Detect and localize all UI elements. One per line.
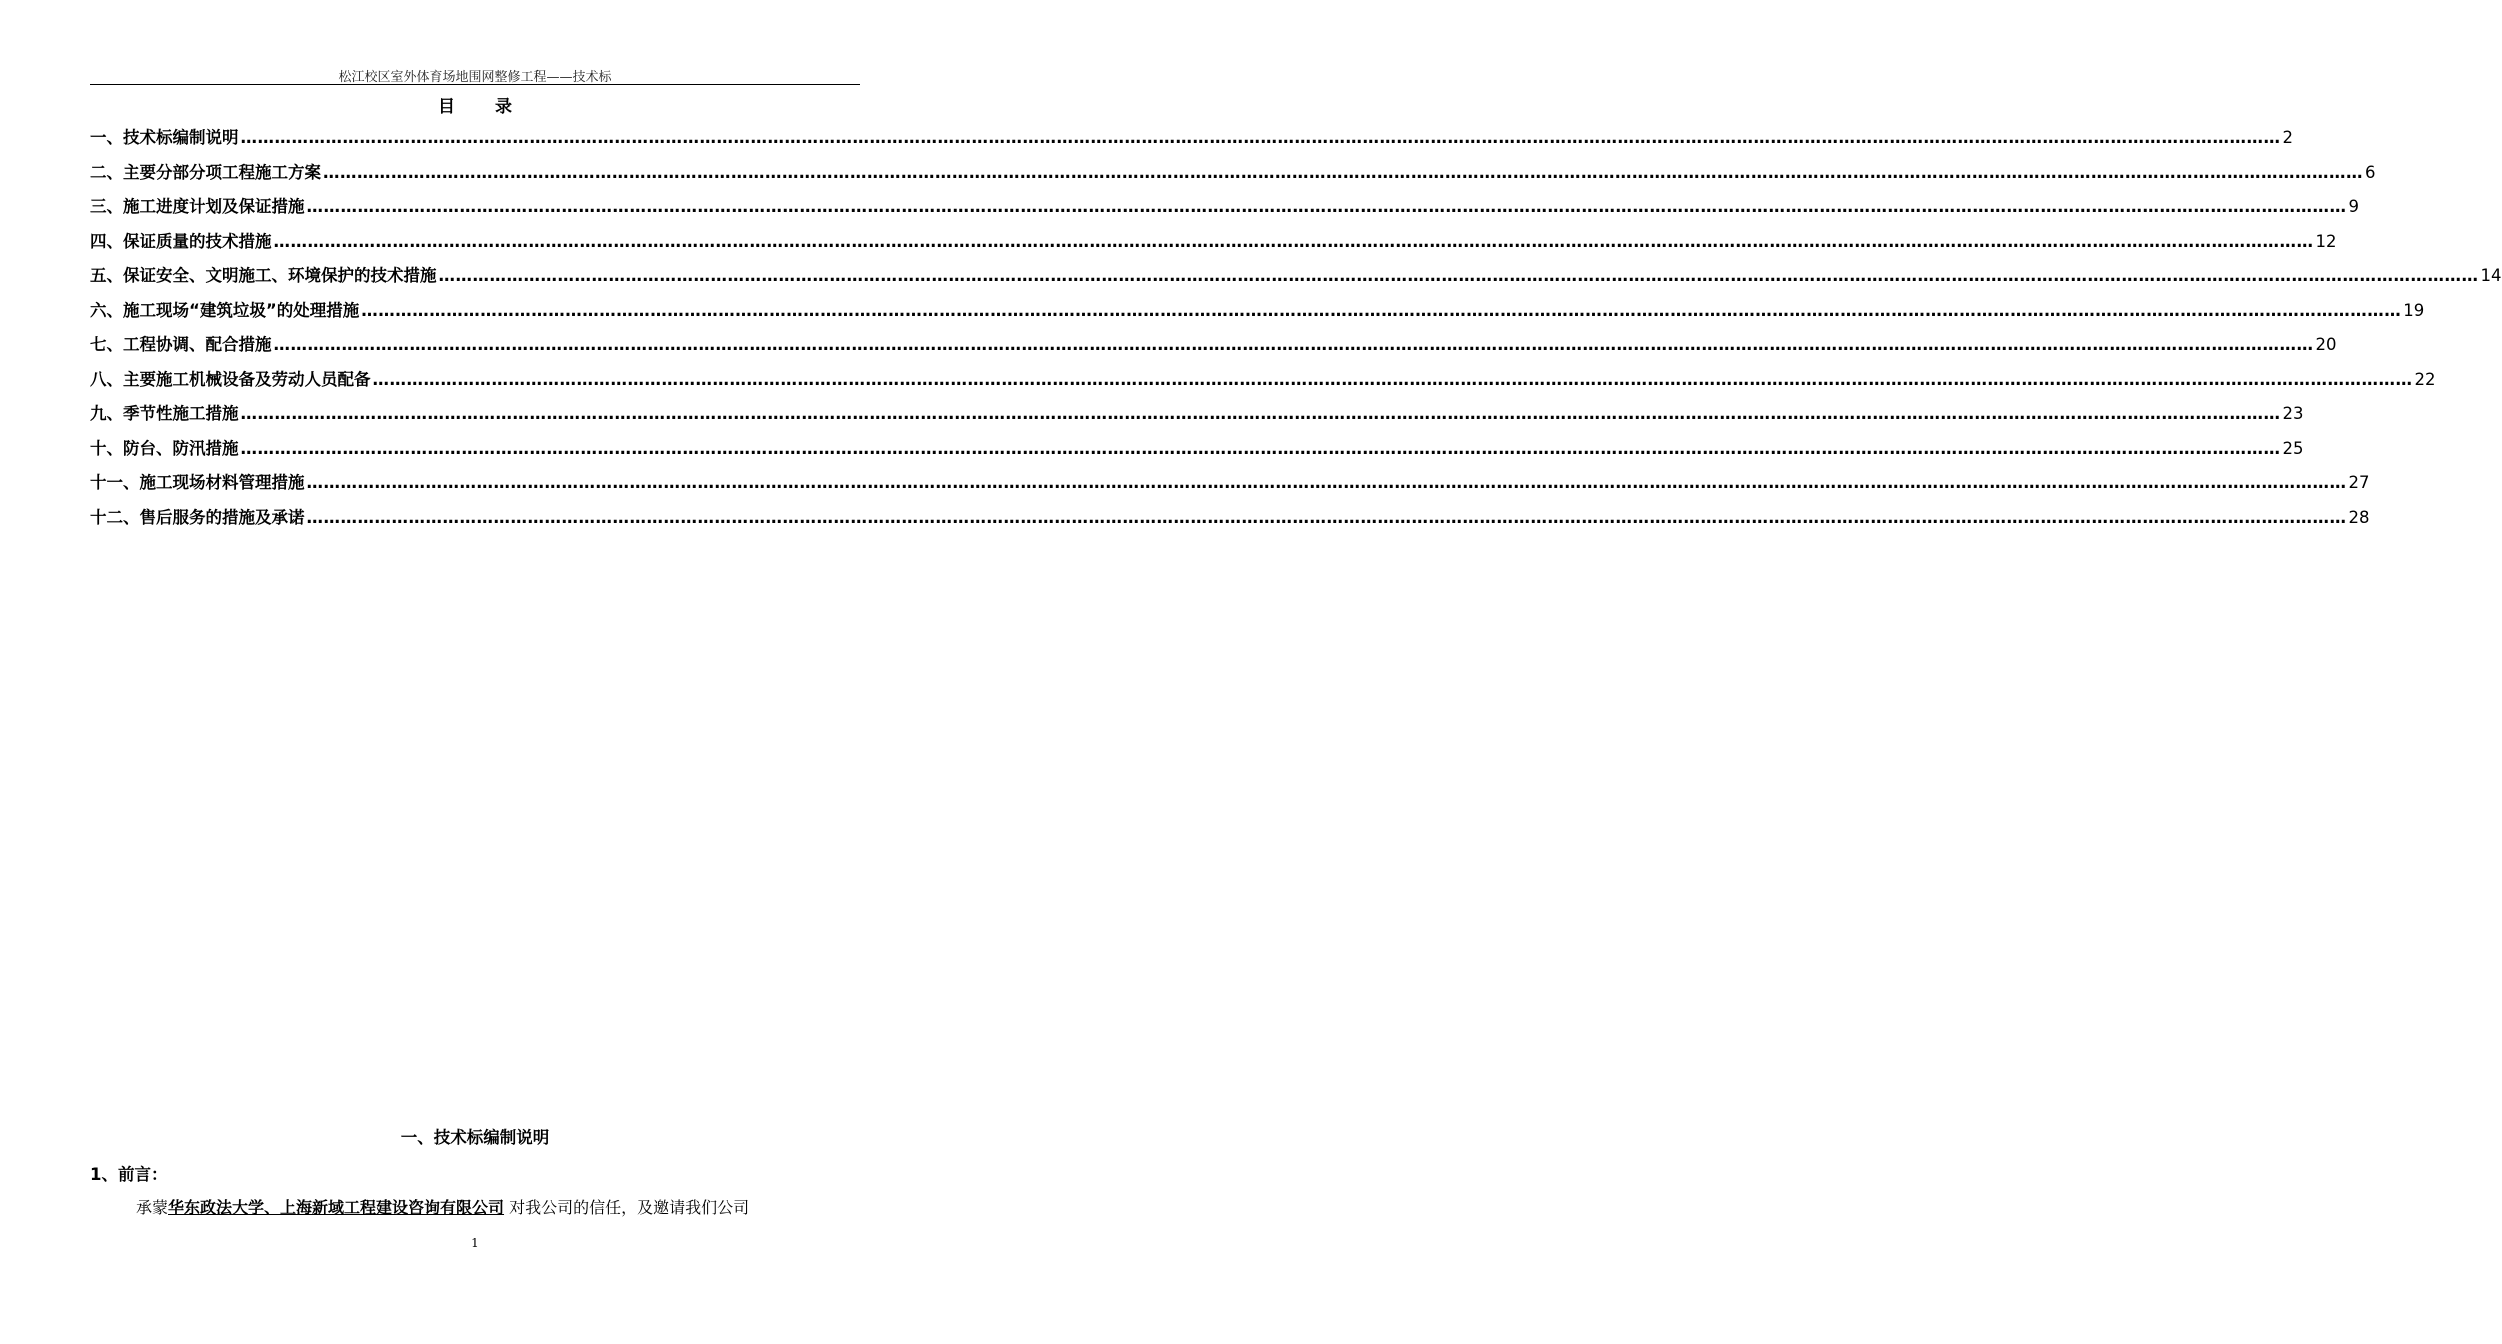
toc-title: 目录 (438, 97, 552, 117)
toc-entry-page: 14 (2480, 266, 2502, 285)
toc-entry-label: 七、工程协调、配合措施 (90, 335, 272, 354)
running-header: 松江校区室外体育场地围网整修工程——技术标 (338, 70, 612, 85)
toc-leader-dots: ……………………………………………………………………………………………………………………………………………………………………………………………………………………………………………………………………………………………………………………………… (273, 231, 2314, 251)
toc-leader-dots: ……………………………………………………………………………………………………………………………………………………………………………………………………………………………………………………………………………………………………………………………… (240, 128, 2281, 147)
toc-leader-dots: ……………………………………………………………………………………………………………………………………………………………………………………………………………………………………………………………………………………………………………………………… (306, 197, 2347, 216)
toc-entry-page: 12 (2315, 231, 2337, 251)
toc-entry-page: 9 (2348, 197, 2359, 216)
body-paragraph (90, 1195, 860, 1218)
toc-entry-label: 五、保证安全、文明施工、环境保护的技术措施 (90, 266, 437, 285)
table-of-contents (90, 124, 2502, 538)
toc-entry-label: 八、主要施工机械设备及劳动人员配备 (90, 369, 371, 389)
toc-leader-dots: ……………………………………………………………………………………………………………………………………………………………………………………………………………………………………………………………………………………………………………………………… (438, 266, 2479, 285)
toc-entry-page: 28 (2348, 507, 2370, 527)
toc-entry[interactable] (90, 228, 2337, 263)
toc-leader-dots: ……………………………………………………………………………………………………………………………………………………………………………………………………………………………………………………………………………………………………………………………… (306, 507, 2347, 527)
toc-entry-label: 二、主要分部分项工程施工方案 (90, 162, 321, 182)
toc-entry-label: 三、施工进度计划及保证措施 (90, 197, 305, 216)
toc-entry-label: 一、技术标编制说明 (90, 128, 239, 147)
toc-entry[interactable] (90, 435, 2304, 470)
toc-leader-dots: ……………………………………………………………………………………………………………………………………………………………………………………………………………………………………………………………………………………………………………………………… (361, 300, 2402, 320)
toc-leader-dots: ……………………………………………………………………………………………………………………………………………………………………………………………………………………………………………………………………………………………………………………………… (273, 335, 2314, 354)
para-highlight: 华东政法大学、上海新域工程建设咨询有限公司 (168, 1198, 505, 1217)
subsection-heading: 1、前言： (90, 1165, 168, 1184)
header-divider (90, 84, 860, 85)
toc-entry[interactable] (90, 366, 2436, 401)
toc-entry-page: 27 (2348, 473, 2370, 492)
para-prefix: 承蒙 (136, 1198, 169, 1217)
toc-entry-page: 2 (2282, 128, 2293, 147)
toc-entry[interactable] (90, 193, 2359, 228)
toc-entry-label: 十、防台、防汛措施 (90, 438, 239, 458)
toc-entry[interactable] (90, 331, 2337, 366)
toc-entry[interactable] (90, 469, 2370, 504)
toc-leader-dots: ……………………………………………………………………………………………………………………………………………………………………………………………………………………………………………………………………………………………………………………………… (240, 438, 2281, 458)
toc-entry-label: 九、季节性施工措施 (90, 404, 239, 423)
toc-entry-page: 6 (2365, 162, 2376, 182)
toc-entry[interactable] (90, 504, 2370, 539)
toc-leader-dots: ……………………………………………………………………………………………………………………………………………………………………………………………………………………………………………………………………………………………………………………………… (372, 369, 2413, 389)
toc-entry-label: 十一、施工现场材料管理措施 (90, 473, 305, 492)
toc-entry-label: 十二、售后服务的措施及承诺 (90, 507, 305, 527)
toc-entry[interactable] (90, 159, 2376, 194)
toc-entry-page: 25 (2282, 438, 2304, 458)
toc-leader-dots: ……………………………………………………………………………………………………………………………………………………………………………………………………………………………………………………………………………………………………………………………… (323, 162, 2363, 182)
para-suffix: 对我公司的信任，及邀请我们公司 (504, 1198, 750, 1217)
toc-entry-label: 六、施工现场“建筑垃圾”的处理措施 (90, 300, 360, 320)
toc-leader-dots: ……………………………………………………………………………………………………………………………………………………………………………………………………………………………………………………………………………………………………………………………… (306, 473, 2347, 492)
toc-entry[interactable] (90, 262, 2502, 297)
toc-entry[interactable] (90, 124, 2293, 159)
page-number: 1 (471, 1236, 479, 1250)
toc-entry-page: 19 (2403, 300, 2425, 320)
toc-entry-page: 20 (2315, 335, 2337, 354)
section-title: 一、技术标编制说明 (400, 1128, 550, 1147)
toc-entry-label: 四、保证质量的技术措施 (90, 231, 272, 251)
toc-entry[interactable] (90, 297, 2425, 332)
toc-entry-page: 23 (2282, 404, 2304, 423)
toc-leader-dots: ……………………………………………………………………………………………………………………………………………………………………………………………………………………………………………………………………………………………………………………………… (240, 404, 2281, 423)
toc-entry-page: 22 (2414, 369, 2436, 389)
toc-entry[interactable] (90, 400, 2304, 435)
